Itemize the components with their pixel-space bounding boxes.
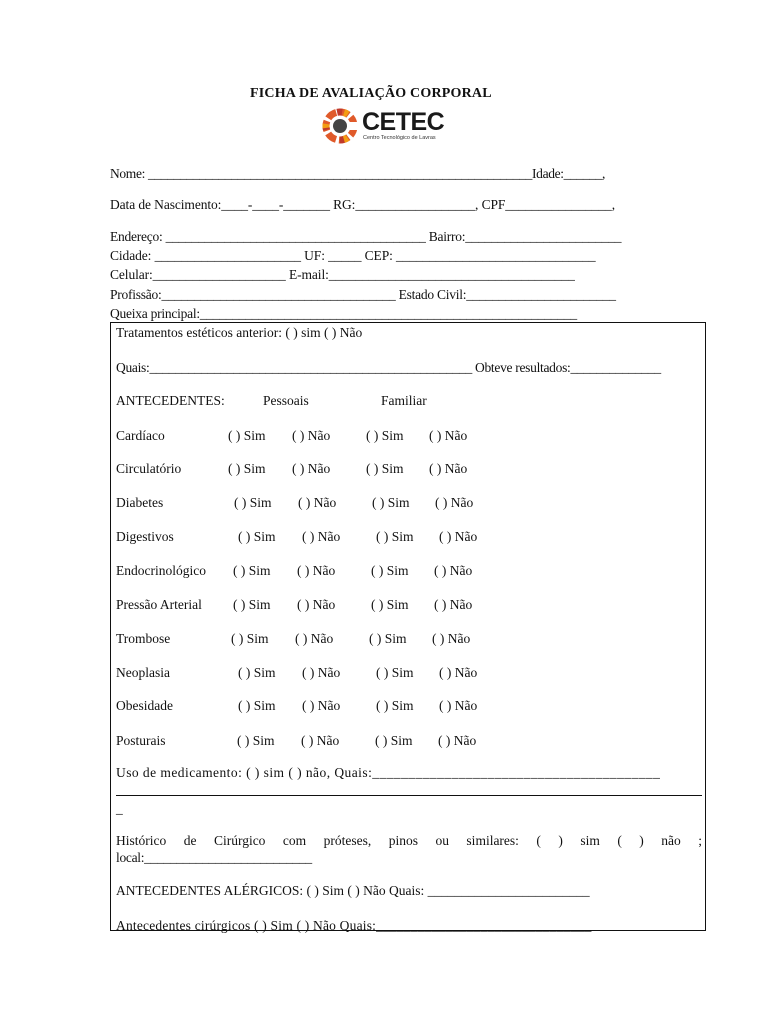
pessoal-sim-option[interactable]: ( ) Sim <box>237 733 275 748</box>
familiar-nao-option[interactable]: ( ) Não <box>434 563 473 578</box>
row-label: Neoplasia <box>116 665 170 680</box>
row-label: Posturais <box>116 733 166 748</box>
familiar-label: Familiar <box>381 393 427 408</box>
pessoal-sim-option[interactable]: ( ) Sim <box>238 529 276 544</box>
familiar-sim-option[interactable]: ( ) Sim <box>375 733 413 748</box>
familiar-sim-option[interactable]: ( ) Sim <box>376 665 414 680</box>
row-label: Cardíaco <box>116 428 165 443</box>
pessoal-nao-option[interactable]: ( ) Não <box>297 597 336 612</box>
familiar-sim-option[interactable]: ( ) Sim <box>366 428 404 443</box>
familiar-nao-option[interactable]: ( ) Não <box>432 631 471 646</box>
celular-field-line[interactable]: Celular:____________________ E-mail:_____________________________________ <box>110 267 575 282</box>
tratamentos-line[interactable]: Tratamentos estéticos anterior: ( ) sim ( ) Não <box>116 325 363 340</box>
row-label: Pressão Arterial <box>116 597 202 612</box>
pessoal-sim-option[interactable]: ( ) Sim <box>238 665 276 680</box>
pessoal-nao-option[interactable]: ( ) Não <box>295 631 334 646</box>
familiar-nao-option[interactable]: ( ) Não <box>438 733 477 748</box>
local-field-line[interactable]: local:__________________________ <box>116 850 312 865</box>
familiar-sim-option[interactable]: ( ) Sim <box>366 461 404 476</box>
pessoal-sim-option[interactable]: ( ) Sim <box>228 428 266 443</box>
pessoal-sim-option[interactable]: ( ) Sim <box>231 631 269 646</box>
profissao-field-line[interactable]: Profissão:____________________________________ Estado Civil:_______________________ <box>110 287 616 302</box>
row-label: Diabetes <box>116 495 164 510</box>
familiar-sim-option[interactable]: ( ) Sim <box>376 698 414 713</box>
row-label: Obesidade <box>116 698 173 713</box>
pessoal-nao-option[interactable]: ( ) Não <box>292 461 331 476</box>
medicamento-underline <box>116 795 702 796</box>
historico-line[interactable]: Histórico de Cirúrgico com próteses, pinos ou similares: ( ) sim ( ) não ; <box>116 833 702 848</box>
familiar-sim-option[interactable]: ( ) Sim <box>371 597 409 612</box>
familiar-nao-option[interactable]: ( ) Não <box>429 428 468 443</box>
pessoal-nao-option[interactable]: ( ) Não <box>302 665 341 680</box>
row-label: Digestivos <box>116 529 174 544</box>
cidade-field-line[interactable]: Cidade: ______________________ UF: _____ CEP: ______________________________ <box>110 248 596 263</box>
logo-subtitle: Centro Tecnológico de Lavras <box>363 135 436 141</box>
cetec-logo <box>320 106 450 146</box>
pessoal-sim-option[interactable]: ( ) Sim <box>228 461 266 476</box>
familiar-sim-option[interactable]: ( ) Sim <box>371 563 409 578</box>
pessoal-nao-option[interactable]: ( ) Não <box>302 698 341 713</box>
pessoal-sim-option[interactable]: ( ) Sim <box>238 698 276 713</box>
row-label: Endocrinológico <box>116 563 206 578</box>
familiar-nao-option[interactable]: ( ) Não <box>434 597 473 612</box>
familiar-sim-option[interactable]: ( ) Sim <box>376 529 414 544</box>
familiar-nao-option[interactable]: ( ) Não <box>439 698 478 713</box>
quais-line[interactable]: Quais:__________________________________________________ Obteve resultados:______________ <box>116 360 661 375</box>
queixa-field-line[interactable]: Queixa principal:__________________________________________________________ <box>110 306 577 321</box>
medicamento-line[interactable]: Uso de medicamento: ( ) sim ( ) não, Quais:________________________________________ <box>116 765 661 780</box>
antecedentes-label: ANTECEDENTES: <box>116 393 225 408</box>
pessoal-nao-option[interactable]: ( ) Não <box>298 495 337 510</box>
pessoal-sim-option[interactable]: ( ) Sim <box>233 563 271 578</box>
pessoal-sim-option[interactable]: ( ) Sim <box>234 495 272 510</box>
familiar-nao-option[interactable]: ( ) Não <box>429 461 468 476</box>
alergicos-line[interactable]: ANTECEDENTES ALÉRGICOS: ( ) Sim ( ) Não Quais: ________________________ <box>116 883 590 898</box>
familiar-nao-option[interactable]: ( ) Não <box>439 529 478 544</box>
pessoais-label: Pessoais <box>263 393 309 408</box>
page-title: FICHA DE AVALIAÇÃO CORPORAL <box>250 86 492 101</box>
pessoal-sim-option[interactable]: ( ) Sim <box>233 597 271 612</box>
logo-name: CETEC <box>362 108 445 136</box>
pessoal-nao-option[interactable]: ( ) Não <box>302 529 341 544</box>
familiar-nao-option[interactable]: ( ) Não <box>435 495 474 510</box>
familiar-sim-option[interactable]: ( ) Sim <box>369 631 407 646</box>
endereco-field-line[interactable]: Endereço: ________________________________________ Bairro:________________________ <box>110 229 622 244</box>
pessoal-nao-option[interactable]: ( ) Não <box>292 428 331 443</box>
nome-field-line[interactable]: Nome: ____________________________________________________________Idade:______, <box>110 166 606 181</box>
familiar-nao-option[interactable]: ( ) Não <box>439 665 478 680</box>
medicamento-continuation: _ <box>116 801 123 816</box>
nascimento-field-line[interactable]: Data de Nascimento:____-____-_______ RG:__________________, CPF________________, <box>110 197 615 212</box>
cirurgicos-line[interactable]: Antecedentes cirúrgicos ( ) Sim ( ) Não Quais:_______________________________ <box>116 918 592 933</box>
pessoal-nao-option[interactable]: ( ) Não <box>301 733 340 748</box>
row-label: Trombose <box>116 631 171 646</box>
familiar-sim-option[interactable]: ( ) Sim <box>372 495 410 510</box>
pessoal-nao-option[interactable]: ( ) Não <box>297 563 336 578</box>
row-label: Circulatório <box>116 461 182 476</box>
cetec-logo-icon <box>320 106 360 146</box>
